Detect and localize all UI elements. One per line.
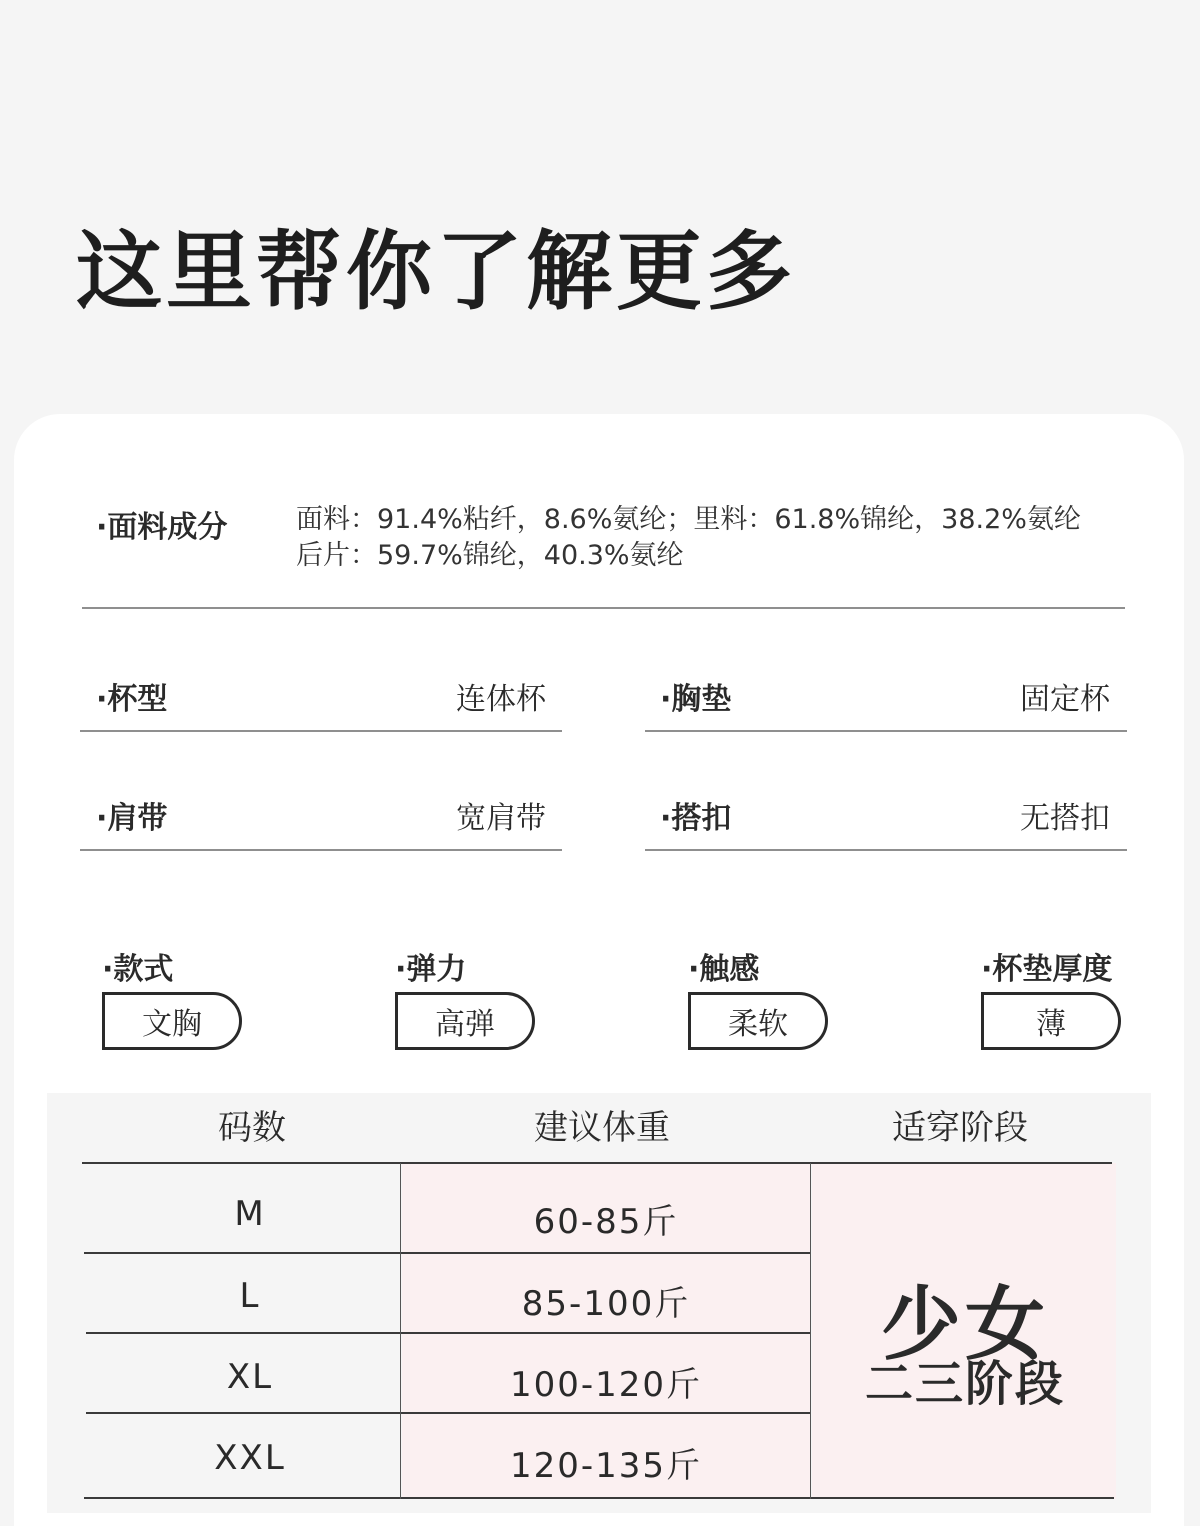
divider: [82, 607, 1125, 609]
fabric-composition: [296, 502, 1081, 574]
divider: [645, 730, 1127, 732]
pad-thickness-tag: 薄: [981, 992, 1121, 1050]
page-title: 这里帮你了解更多: [76, 222, 796, 322]
fabric-line-1: 面料：91.4%粘纤，8.6%氨纶；里料：61.8%锦纶，38.2%氨纶: [296, 504, 1081, 535]
table-row-weight: 120-135斤: [509, 1446, 703, 1486]
pad-label: ·胸垫: [660, 682, 732, 717]
elasticity-label: ·弹力: [395, 952, 467, 987]
table-rule: [84, 1252, 811, 1254]
fabric-label: ·面料成分: [96, 510, 228, 545]
touch-tag: 柔软: [688, 992, 828, 1050]
table-row-size: XXL: [214, 1438, 286, 1478]
strap-value: 宽肩带: [456, 801, 546, 836]
touch-label: ·触感: [688, 952, 760, 987]
divider: [645, 849, 1127, 851]
table-row-weight: 85-100斤: [521, 1284, 691, 1324]
divider: [80, 730, 562, 732]
cup-type-value: 连体杯: [456, 682, 546, 717]
table-row-size: XL: [226, 1357, 274, 1397]
table-row-size: L: [239, 1276, 261, 1316]
table-col-rule: [810, 1163, 811, 1499]
divider: [80, 849, 562, 851]
table-rule: [86, 1332, 811, 1334]
clasp-value: 无搭扣: [1020, 801, 1110, 836]
strap-label: ·肩带: [96, 801, 168, 836]
style-label: ·款式: [102, 952, 174, 987]
table-rule: [86, 1412, 811, 1414]
clasp-label: ·搭扣: [660, 801, 732, 836]
header-stage: 适穿阶段: [892, 1108, 1028, 1148]
table-row-weight: 60-85斤: [533, 1202, 679, 1242]
stage-main: 少女: [881, 1278, 1049, 1371]
elasticity-tag: 高弹: [395, 992, 535, 1050]
table-row-size: M: [234, 1194, 266, 1234]
pad-value: 固定杯: [1020, 682, 1110, 717]
header-weight: 建议体重: [534, 1108, 670, 1148]
style-tag: 文胸: [102, 992, 242, 1050]
table-col-rule: [400, 1163, 401, 1499]
header-size: 码数: [218, 1108, 286, 1148]
cup-type-label: ·杯型: [96, 682, 168, 717]
stage-sub: 二三阶段: [864, 1356, 1065, 1412]
table-rule: [82, 1162, 1112, 1164]
fabric-line-2: 后片：59.7%锦纶，40.3%氨纶: [296, 540, 684, 571]
table-rule: [84, 1497, 1114, 1499]
pad-thickness-label: ·杯垫厚度: [981, 952, 1113, 987]
table-row-weight: 100-120斤: [509, 1365, 703, 1405]
